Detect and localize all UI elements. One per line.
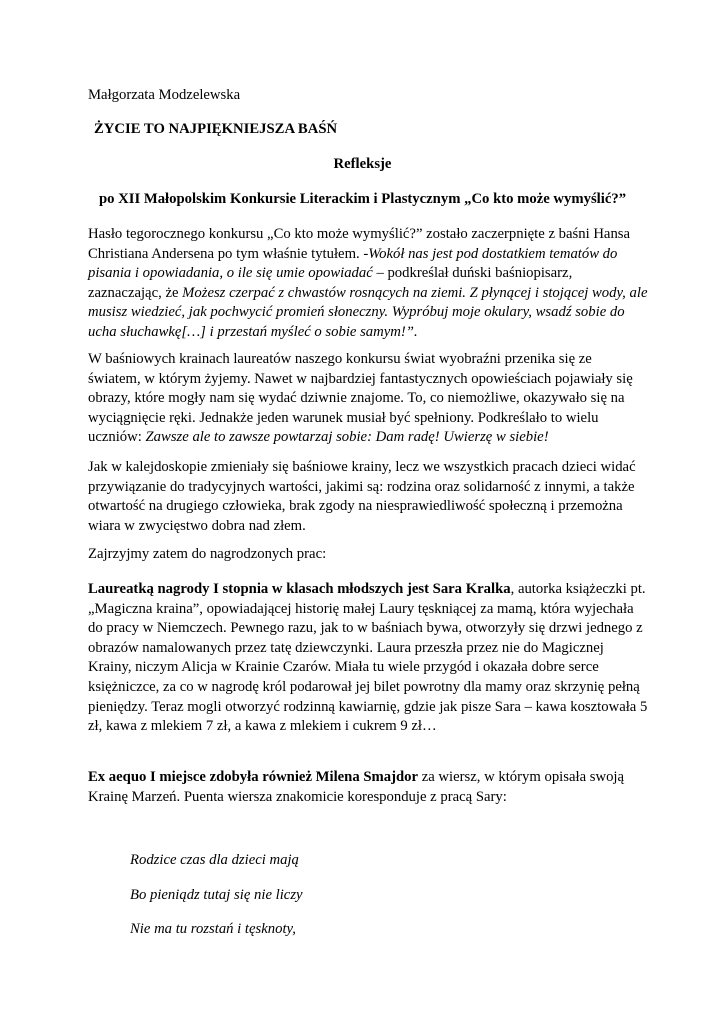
- paragraph-text: za wiersz, w którym opisała swoją Krainę Marzeń. Puenta wiersza znakomicie koresponduje z pracą Sary:: [88, 769, 625, 805]
- paragraph-worlds: [88, 350, 648, 448]
- article-subtitle: po XII Małopolskim Konkursie Literackim i Plastycznym „Co kto może wymyślić?”: [98, 191, 627, 207]
- laureate-name: Ex aequo I miejsce zdobyła również Milena Smajdor: [88, 769, 419, 785]
- poem-verse: Nie ma tu rozstań i tęsknoty,: [130, 921, 296, 937]
- paragraph-text: W baśniowych krainach laureatów naszego konkursu świat wyobraźni przenika się ze światem, w którym żyjemy. Nawet w najbardziej fantastycznych opowieściach pojawiały się obrazy, które mogły nam się wydać dziwnie znajome. To, co niemożliwe, okazywało się na wyciągnięcie ręki. Jednakże jeden warunek musiał być spełniony. Podkreślało to wielu uczniów:: [88, 351, 633, 446]
- paragraph-text: , autorka książeczki pt. „Magiczna kraina”, opowiadającej historię małej Laury tęskniącej za mamą, która wyjechała do pracy w Niemczech. Pewnego razu, jak to w baśniach bywa, otworzyły się drzwi jednego z obrazów namalowanych przez tatę dziewczynki. Laura przeszła przez nie do Magicznej Krainy, niczym Alicja w Krainie Czarów. Miała tu wiele przygód i okazała dobre serce księżniczce, za co w nagrodę król podarował jej bilet powrotny dla mamy oraz skrzynię pełną pieniędzy. Teraz mogli otworzyć rodzinną kawiarnię, gdzie jak pisze Sara – kawa kosztowała 5 zł, kawa z mlekiem 7 zł, a kawa z mlekiem i cukrem 9 zł…: [88, 581, 648, 735]
- paragraph-lead-in: Zajrzyjmy zatem do nagrodzonych prac:: [88, 546, 327, 562]
- paragraph-laureate-1: [88, 580, 648, 737]
- paragraph-intro: [88, 225, 648, 343]
- students-quote: Zawsze ale to zawsze powtarzaj sobie: Dam radę! Uwierzę w siebie!: [145, 429, 549, 446]
- paragraph-text: – podkreślał duński baśniopisarz, zaznaczając, że: [88, 265, 573, 301]
- paragraph-laureate-2: [88, 768, 648, 807]
- andersen-quote: Możesz czerpać z chwastów rosnących na ziemi. Z płynącej i stojącej wody, ale musisz wiedzieć, jak pochwycić promień słoneczny. Wypróbuj moje okulary, wsadź sobie do ucha słuchawkę[…] i przestań myśleć o sobie samym!”.: [88, 284, 648, 340]
- poem-verse: Rodzice czas dla dzieci mają: [130, 852, 299, 868]
- paragraph-text: Hasło tegorocznego konkursu „Co kto może wymyślić?” zostało zaczerpnięte z baśni Hansa Christiana Andersena po tym właśnie tytułem.: [88, 226, 631, 262]
- section-heading: Refleksje: [333, 156, 392, 172]
- andersen-quote: -Wokół nas jest pod dostatkiem tematów do pisania i opowiadania, o ile się umie opowiadać: [88, 245, 618, 282]
- article-title: ŻYCIE TO NAJPIĘKNIEJSZA BAŚŃ: [94, 121, 338, 137]
- poem-verse: Bo pieniądz tutaj się nie liczy: [130, 887, 303, 903]
- author-name: Małgorzata Modzelewska: [88, 87, 241, 103]
- laureate-name: Laureatką nagrody I stopnia w klasach młodszych jest Sara Kralka: [88, 581, 511, 597]
- paragraph-kaleidoscope: Jak w kalejdoskopie zmieniały się baśniowe krainy, lecz we wszystkich pracach dzieci widać przywiązanie do tradycyjnych wartości, jakimi są: rodzina oraz solidarność z innymi, a także otwartość na drugiego człowieka, brak zgody na niesprawiedliwość społeczną i przemożna wiara w zwycięstwo dobra nad złem.: [88, 459, 636, 534]
